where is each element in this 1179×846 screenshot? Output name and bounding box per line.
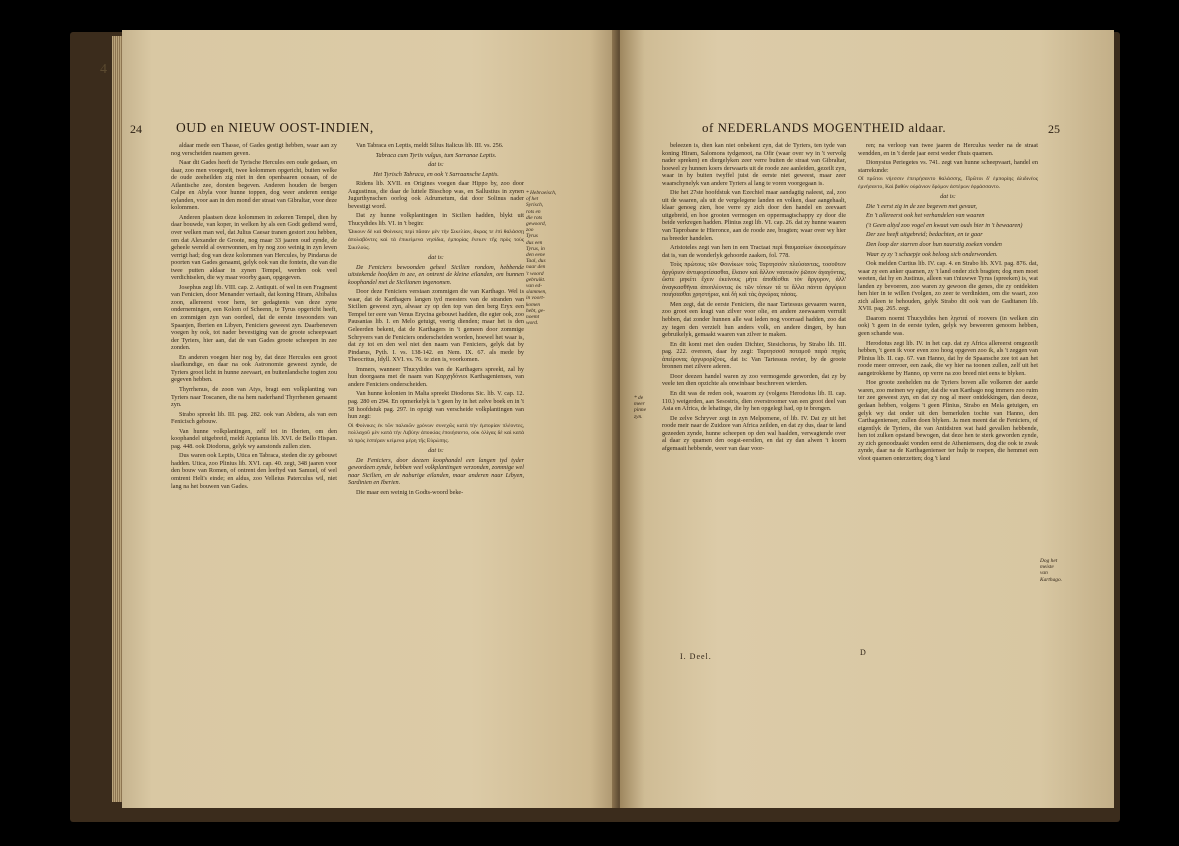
- paragraph: ('t Geen altyd zoo vogel en kwaat van ouds hier in 't bewaaren): [866, 221, 1023, 229]
- paragraph: Den loop der starren door hun naarstig zoeken vonden: [866, 241, 1002, 249]
- paragraph: De Feniciers bewoonden geheel Sicilien rondom, hebbende uitstekende hoofden in zee, en ontrent de kleine eilanden, om hunnen koophandel met de Sicilianen ingenomen.: [348, 263, 524, 286]
- paragraph: Het Tyrisch Tabraca, en ook 't Sarraansche Leptis.: [373, 170, 499, 178]
- right-column-1: [662, 142, 846, 454]
- paragraph: Ook melden Curtius lib. IV. cap. 4. en Strabo lib. XVI. pag. 876. dat, waar zy een anker quamen, zy 't land onder zich bragten; dog men moet weeten, dat hy en Justinus, alleen van t'niuwwe Tyrus (spreeken) is, wat landen zy bevoeren, zoo waren zy gewoon die genes, die zy ontdekten hen hier in te willen t'volgen, zo zeer te verdinkten, om die waart, zoo zich alleen te behouden, gelyk Strabo dit ook van de Gaditanen lib. XVII. pag. 265. zegt.: [858, 260, 1038, 313]
- page-number-right: 25: [1048, 122, 1060, 136]
- paragraph: Ὤικουν δὲ καὶ Φοίνικες περὶ πᾶσαν μὲν τὴν Σικελίαν, ἄκρας τε ἐπὶ θαλάσσῃ ἀπολαβόντες καὶ τὰ ἐπικείμενα νησίδια, ἐμπορίας ἕνεκεν τῆς πρὸς τοὺς Σικελούς.: [348, 229, 524, 251]
- paragraph: Tabraca cum Tyriis vulgus, tum Sarranae Leptis.: [375, 151, 497, 159]
- running-head-left: OUD en NIEUW OOST-INDIEN,: [176, 120, 374, 135]
- paragraph: En 't allereerst ook het verhandelen van waaren: [866, 212, 985, 220]
- right-page: [620, 30, 1114, 808]
- paragraph: En dit was de reden ook, waarom zy (volgens Herodotus lib. II. cap. 110.) weigerden, aan Sesostris, dien overstroomer van een groot deel van Asia en Africa, de lehatinge, die hy hen opgelegt had, op te brengen.: [662, 389, 846, 413]
- page-number-left: 24: [130, 122, 142, 136]
- paragraph: Die 't eerst zig in de zee begeven met gevaar,: [866, 202, 977, 210]
- paragraph: Τοὺς πρώτους τῶν Φοινίκων τοὺς Ταρτησσὸν πλεύσαντας, τοσοῦτον ἀργύριον ἀντιφορτίσασθαι, ἔλαιον καὶ ἄλλον ναυτικὸν ῥῶπον ἀγαγόντας, ὥστε μηκέτι ἔχειν ἐκείνους μήτε ἀποθέσθαι τὸν ἄργυρον, ἀλλ' ἀναγκασθῆναι ἀποπλέοντας ἐκ τῶν τόπων τά τε ἄλλα πάντα ἀργύρεα ποιήσασθαι χρηστήρια, καὶ δὴ καὶ τὰς ἀγκύρας πάσας.: [662, 261, 846, 299]
- left-column-1: [171, 142, 337, 492]
- paragraph: Hoe groote zeehelden nu de Tyriers boven alle volkeren der aarde waren, zoo meinen wy egter, dat die van Karthago nog immers zoo ruim ter zee geweest zyn, en dat zy nog al meer ontdekkingen, dan deeze, gedaan hebben, volgens 't geen Plinius, Strabo en Mela getuigen, en gelyk wy dat onder uit den bemerkden tochte van Hanno, den Carthagenienser, zullen doen blyken. Ja men meent dat de Feniciers, of eigentlyk de Tyriers, die van Antidsiren wat haid gevallen hebbende, hen tot zulken opstand bewogen, dat deze hen te sterk geworden zynde, zy zich genoodzaakt vonden eerst de Atheniensers, dog die ook te zwak zynde, daar na de Karthagenienser ter hulp te roepen, die hemmet een vloot quamen onterzetten; dog 't land: [858, 379, 1038, 462]
- paragraph: Waar zy zy 't schaepje ook beloog sich onderwonden.: [866, 250, 998, 258]
- paragraph: Dat zy hunne volkplantingen in Sicilien hadden, blykt uit Thucydides lib. VI. in 't begin:: [348, 212, 524, 227]
- left-page: [122, 30, 620, 808]
- paragraph: aldaar mede een Thasse, of Gades gestigt hebben, waar aan zy nog verscheiden naamen geven.: [171, 142, 337, 157]
- paragraph: Naar dit Gades heeft de Tyrische Hercules een oude gedaan, en daar, zoo men voorgeeft, twee kolommen opgericht, buiten welke de oude zeeheilden zig niet in den openbaaren oceaan, of de Atlantische zee, dorsten begeven. Anderen houden de bergen Calpe en Abyla voor hunne toppen, dog weer anderen eenige eylanden, voor aan in den mond der straat van Gibraltar, voor deze kolommen.: [171, 159, 337, 212]
- paragraph: En dit komt met den ouden Dichter, Stesichorus, by Strabo lib. III. pag. 222. overeen, daar hy zegt: Ταρτησσοῦ ποταμοῦ παρὰ πηγὰς ἀπείρονας ἀργυρορίζους, dat is: Van Tartessus revier, by de groote bronnen met zilvere aderen.: [662, 340, 846, 371]
- running-head-right: of NEDERLANDS MOGENTHEID aldaar.: [702, 120, 947, 135]
- paragraph: Dionysius Periegetes vs. 741. zegt van hunne scheepvaart, handel en starrekunde:: [858, 159, 1038, 174]
- paragraph: dat is:: [428, 447, 444, 455]
- left-margin-note: * Hebraeisch, of het Syrisch, rots en die rots gewoord, zoo Tyrus dus een Tyrus, in den eene Taal, dus naar den 't woord gebruikt. van ed- slammen, in voort- komen hebt, ge- noemt word.: [526, 190, 557, 327]
- paragraph: Οἳ πρῶτοι νήεσσιν ἐπειρήσαντο θαλάσσης, Πρῶτοι δ' ἐμπορίης ἁλιδινέος ἐμνήσαντο, Καὶ βαθὺν οὐράνιον δρόμον ἀστέρων ἐφράσσαντο.: [858, 176, 1038, 190]
- paragraph: Strabo spreekt lib. III. pag. 282. ook van Abdera, als van een Fenicisch gebouw.: [171, 410, 337, 426]
- paragraph: Daarom noemt Thucydides hen λῃσταί of roovers (in welken zin ook) 't geen in de eerste tyden, gelyk wy beweeren genoom hebben, geen schande was.: [858, 314, 1038, 338]
- paragraph: Die het 27ste hoofdstuk van Ezechiel maar aandagtig naleest, zal, zoo uit de waaren, als uit de vergelegene landen en volken, daar aangehaalt, klaar genoeg zien, hoe verre zy zich door den handel en zeevaart uitgebreid, en hoe grooten vermogen en oppermagtschappy zy door die beide verkregen hadden. Plinius zegt lib. VI. cap. 26. dat zy hunne waaren van Taprobane te Hieronce, aan de roode zee, bragten; waar over wy hier na breeder handelen.: [662, 189, 846, 242]
- paragraph: Door deze Feniciers verstaan zommigen die van Karthago. Wel is waar, dat de Karthagers langen tyd meesters van de stranden van Sicilien geweest zyn, alwaar zy op den top van den berg Eryx een Tempel ter eere van Venus Erycina gebouwt hadden, die egter ook, zoo Pausanias lib. I. en Melo getuigt, veerig dienden; maar het is den Geleerden bekent, dat de Karthagers in 't gemeen door zommige Schryvers van de Feniciers onderscheiden worden, hoewel het waar is, dat zy tot en den wel niet den naam van Feniciers, gelyk dat by Pindarus, Pyth. I. vs. 138-142. en Nem. IX. 67. als mede by Theocritus, Idyll. XVI. vs. 76. te zien is, voorkomen.: [348, 288, 524, 364]
- paragraph: Herodotus zegt lib. IV. in het cap. dat zy Africa allereerst omgezeilt hebben, 't geen ik voor even zoo hoog opgeven zoo ik, als 't zeggen van Plinius lib. II. cap. 67. van Hanno, dat hy de Spaansche zee tot aan het roode meer omvoer, een zaak, die wy hier na toonen zullen, zelf uit het aangetrokkene by Hanno, op verre na zoo breed niet eens te blyken.: [858, 339, 1038, 377]
- paragraph: dat is:: [428, 254, 444, 262]
- paragraph: Dus waren ook Leptis, Utica en Tabraca, steden die zy gebouwt hadden. Utica, zoo Plinius lib. XVI. cap. 40. zegt, 348 jaaren voor den bouw van Romen, of ontrent den leeftyd van Samuel, of wel omtrent Heli's einde; en aldus, zoo Velleius Paterculus wil, niet lang na het bouwen van Gades.: [171, 452, 337, 490]
- right-margin-note: Dog het meiste van Karthago.: [1040, 558, 1063, 583]
- paragraph: Josephus zegt lib. VIII. cap. 2. Antiquit. of wel in een Fragment van Fenicien, door Menander vertaalt, dat koning Hiram, Abibalus zoon, allereerst voor hem, ter gedagtenis van deze zyne ondernemingen, een Kolom of Scheenn, te Tyrus opgericht heeft, en zommigen zyn van oordeel, dat de eerste inwoonders van Spaanjen, Iberien en Libyen, Feniciers geweest zyn. Daarbeneven voegen hy ook, tot nader bevestiging van de groote scheepvaart der Tyriers, hier aan, dat de van Gades groote scheepen in zee zonden.: [171, 283, 337, 352]
- volume-footer: I. Deel.: [680, 652, 712, 661]
- left-column-2: [348, 142, 524, 499]
- paragraph: Die maar een weinig in Godts-woord beke-: [356, 488, 464, 496]
- paragraph: De Feniciers, door deezen koophandel een langen tyd tyder gewordeen zynde, hebben veel volkplantingen verzonden, zommige wel naar Sicilien, en de naburige eilanden, maar anderen naar Libyen, Sardinien en Iberien.: [348, 456, 524, 487]
- signature-mark: D: [860, 648, 867, 657]
- paragraph: Aristoteles zegt van hen in een Tractaat περὶ θαυμασίων ἀκουσμάτων dat is, van de wonderlyk gehoorde zaaken, fol. 778.: [662, 244, 846, 259]
- paragraph: dat is:: [428, 161, 444, 169]
- paragraph: Men zegt, dat de eerste Feniciers, die naar Tartessus gevaaren waren, zoo groot een kragt van zilver voor olie, en andere zeewaaren verruilt hebben, dat zonder hunnen alle wat leden nog voorraad hadden, zoo dat zy tegen den verzielt hun anders volk, en andere dingen, by hun gebruikelyk, gemaakt waaren van zilver te maken.: [662, 300, 846, 339]
- paragraph: Ridens lib. XVII. en Origines voegen daar Hippo by, zoo door Augustinus, die daar de luttele Bisschop was, en Sallustius in zynen Jugurthynschen oorlog ook Adrumetum, dat door Solinus nader bevestigt word.: [348, 180, 524, 210]
- paragraph: Van hunne volkplantingen, zelf tot in Iberien, om den koophandel uitgebreid, meldt Appianus lib. XVI. de Bello Hispan. pag. 448. ook Diodorus, gelyk wy aanstonds zullen zien.: [171, 427, 337, 450]
- paragraph: Οἱ Φοίνικες ἐκ τῶν παλαιῶν χρόνων συνεχῶς κατὰ τὴν ἐμπορίαν πλέοντες, πολλαχοῦ μὲν κατὰ τὴν Λιβύην ἀποικίας ἐποιήσαντο, οὐκ ὀλίγας δὲ καὶ κατὰ τὰ πρὸς ἑσπέραν κείμενα μέρη τῆς Εὐρώπης.: [348, 422, 524, 444]
- right-left-margin-note: * de meer pinne zyn.: [634, 395, 646, 420]
- paragraph: En anderen voegen hier nog by, dat deze Hercules een groot slaafkundige, en daar na ook Astronomie geweest zynde, de Tyriers groot licht in hunne zeevaart, en buitenlandsche togten zou gegeven hebben.: [171, 353, 337, 384]
- paragraph: ren; na verloop van twee jaaren de Herculus weder na de straat wendden, en in 't derde jaar eerst weder t'huis quamen.: [858, 142, 1038, 157]
- paragraph: Der zee heeft uitgebreid; bedachten, en te gaar: [866, 231, 983, 239]
- paragraph: dat is:: [940, 193, 956, 201]
- paragraph: Thyrrhenus, de zoon van Atys, bragt een volkplanting van Tyriers naar Toscanen, die na hem naderhand Thyrrhenen genaamt zyn.: [171, 385, 337, 409]
- paragraph: Van hunne kolonien in Malta spreekt Diodorus Sic. lib. V. cap. 12. pag. 280 en 294. En opmerkelyk is 't geen hy in het zelve boek en in 't 58 hoofdstuk pag. 297. in opzigt van verscheide volkplantingen van hun zegt:: [348, 390, 524, 421]
- paragraph: Immers, wanneer Thucydides van de Karthagers spreekt, zal hy hun doorgaans met de naam van Καρχηδόνιοι Karthagenienses, van andere Feniciers onderscheiden.: [348, 365, 524, 388]
- paragraph: Anderen plaatsen deze kolommen in zekeren Tempel, dien hy daar bouwde, van koper, in welken hy als een Godt gediend werd, over welken man wel, dat Julius Caesar tranen gestort zou hebben, om dat Alexander de Groote, nog maar 33 jaaren oud zynde, de geheele wereld al overwonnen, en hy nog zoo weinig in zyn leven verrigt had; dog van deze kolommen van Hercules, by Pindarus de poorten van Gades genaamt, gelyk ook van die fontein, die van die twee putten aldaar in zynen Tempel, werden ook veel verdichtselen, die wy maar voorby gaan, opgegeven.: [171, 213, 337, 282]
- paragraph: Door deezen handel waren zy zoo vermogende geworden, dat zy by veele ten dien opzichte als onwinbaar beschreven wierden.: [662, 372, 846, 388]
- paragraph: De zelve Schryver zegt in zyn Melpomene, of lib. IV. Dat zy uit het roode meir naar de Zuidzee van Africa zeilden, en dat zy dus, daar te land gezeeden zynde, hunne scheepen op den wal haalden, verwagtende over al daar zy quamen den oogst-eerstlen, en dat zy dan alwen 't koorn afgemaait hebbende, weer van daar voor-: [662, 414, 846, 452]
- right-column-2: [858, 142, 1038, 464]
- paragraph: Van Tabraca en Leptis, meldt Silius Italicus lib. III. vs. 256.: [356, 142, 504, 149]
- paragraph: beleezen is, dien kan niet onbekent zyn, dat de Tyriers, ten tyde van koning Hiram, Salomons tydgenoot, na Ofir (waar over wy in 't vervolg nader spreken) en diergelyken zeer verre buiten de straat van Gibraltar, hoewel zy hunnen koers derwaarts uit de roode zee aanleiden, gezeilt zyn, waar in hy buiten twyffel juist de eerste niet geweest, maar zeer waarschynelyk van andere Tyriers al lang te voren voorgegaan is.: [662, 142, 846, 187]
- margin-mark: 4: [100, 62, 107, 77]
